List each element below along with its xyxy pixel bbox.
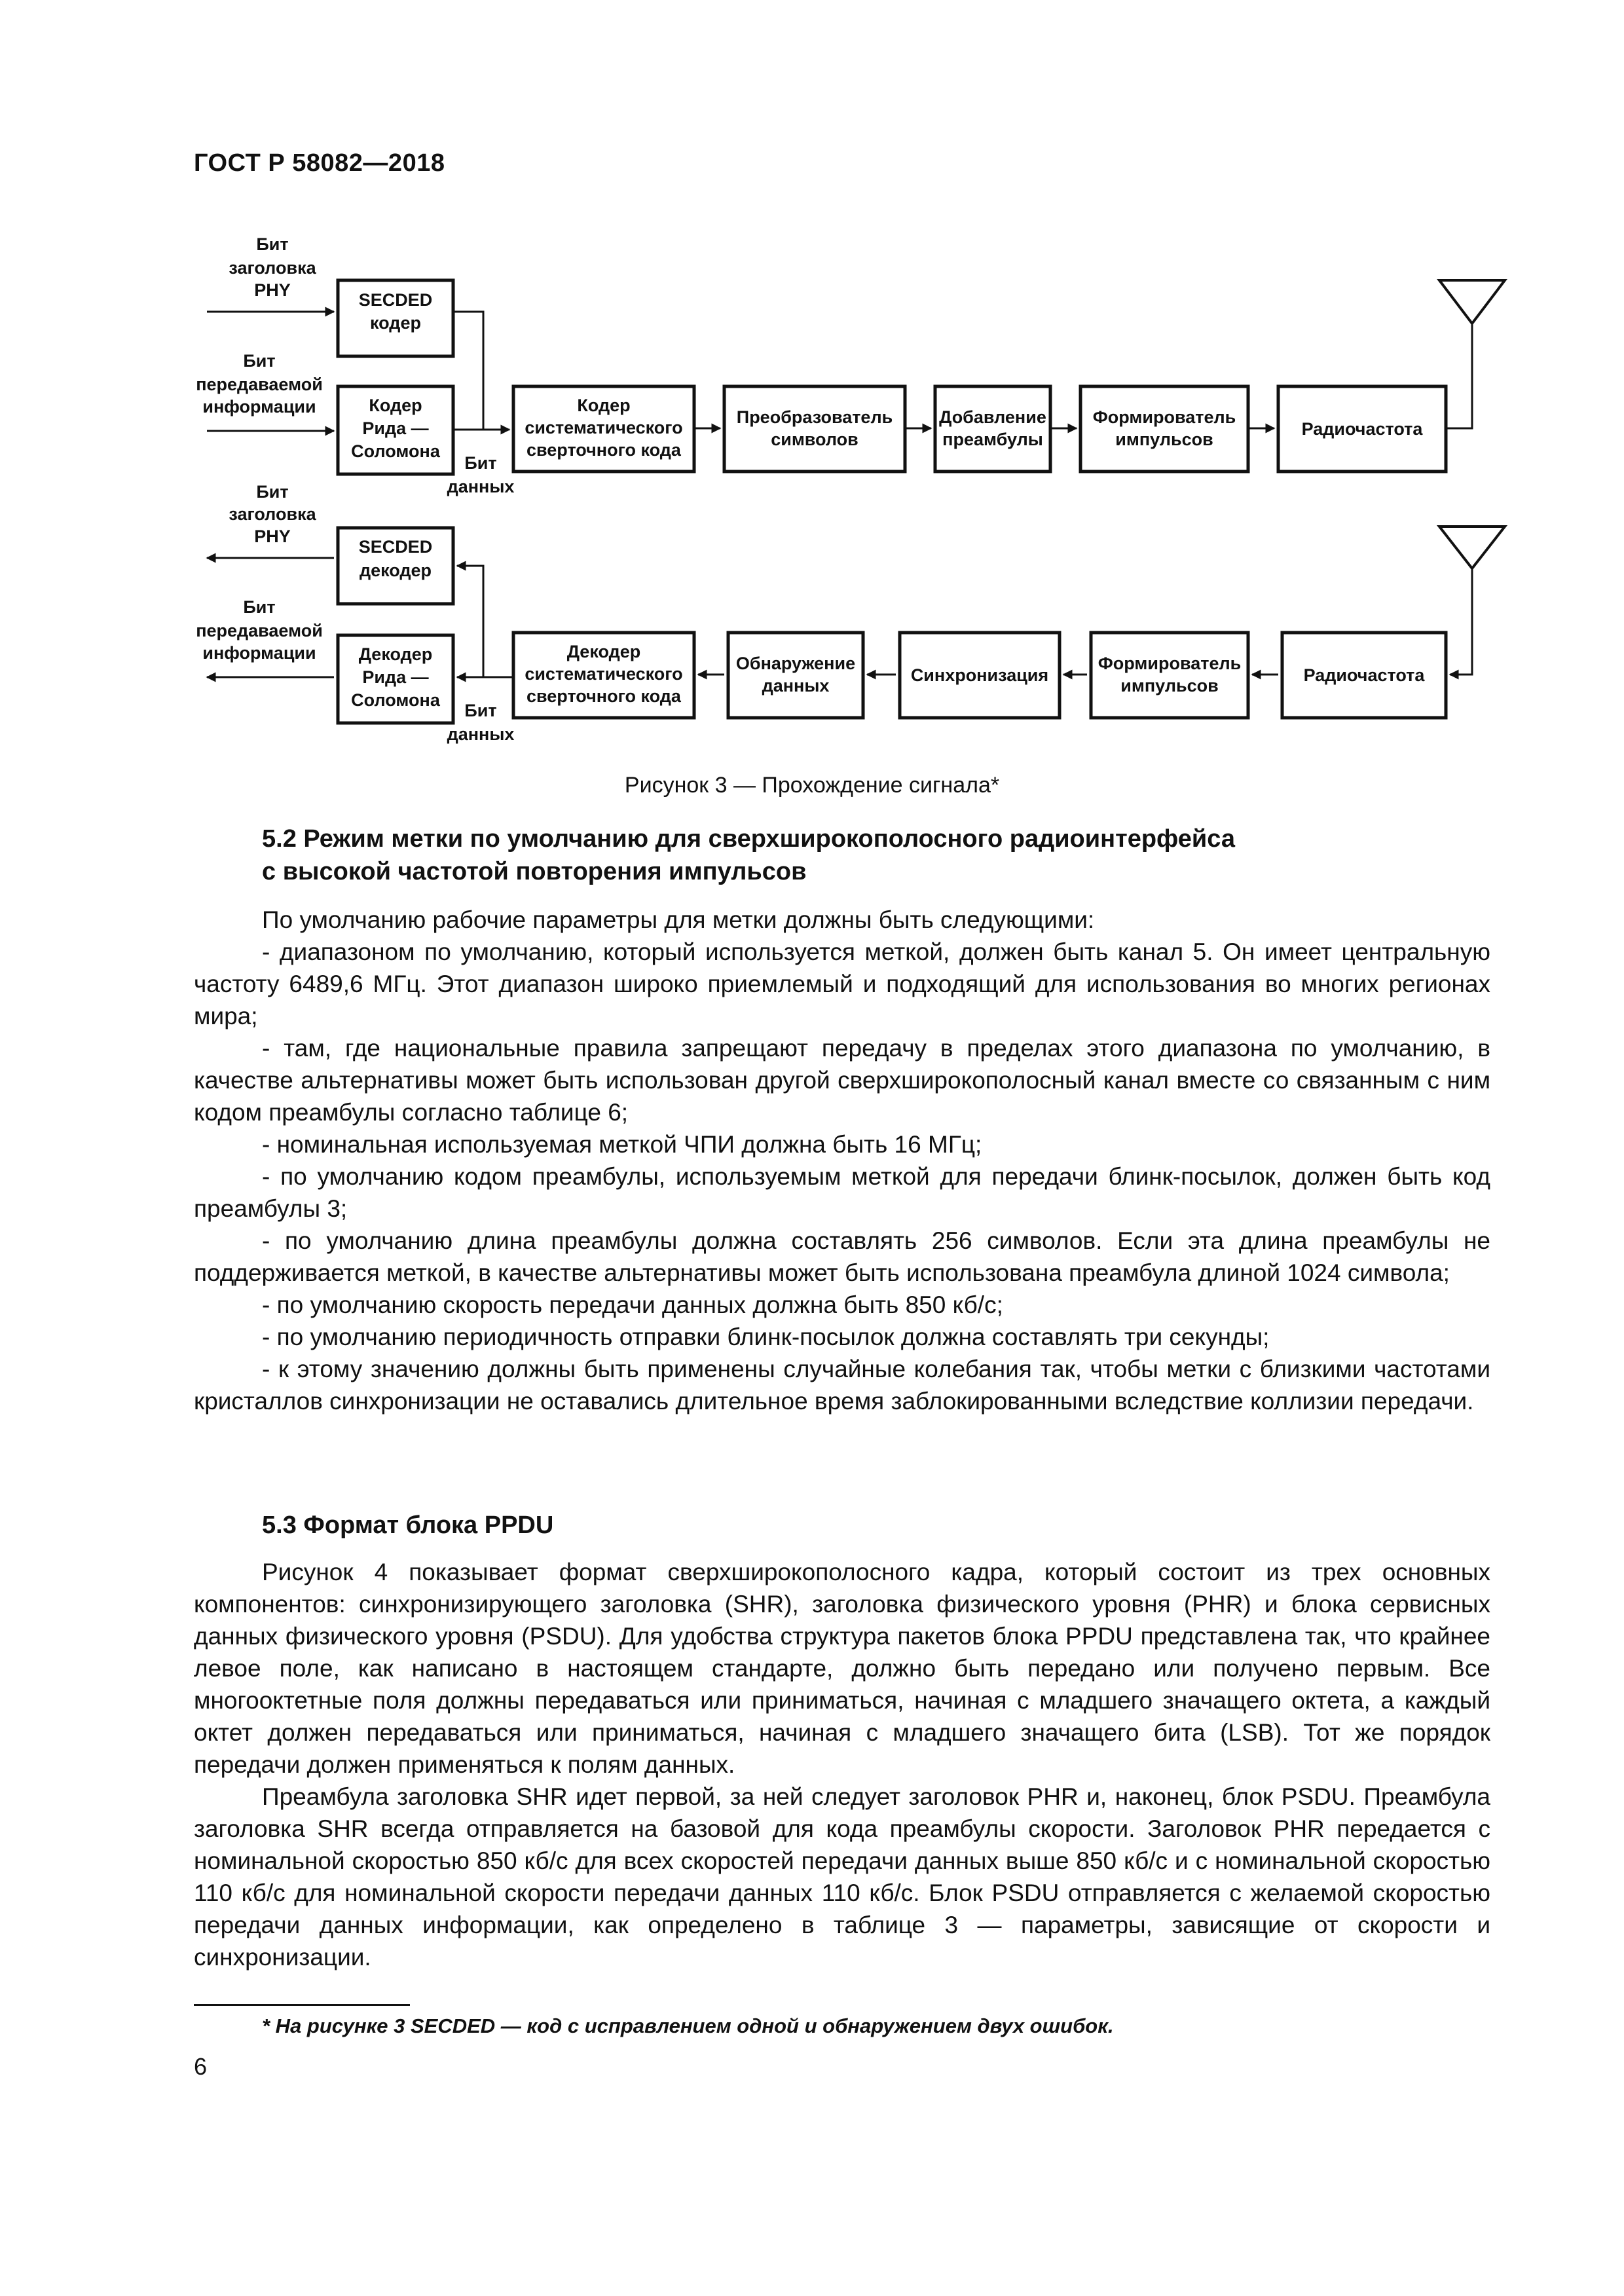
tx-conv-label-1: Кодер xyxy=(577,396,631,415)
tx-antenna-icon xyxy=(1439,280,1505,324)
rx-bit-phy-label-2: заголовка xyxy=(229,504,316,524)
tx-bit-data-label-2: данных xyxy=(447,477,515,496)
list-item: - номинальная используемая меткой ЧПИ должна быть 16 МГц; xyxy=(262,1131,982,1158)
rx-bit-info-label-1: Бит xyxy=(243,597,276,617)
tx-secded-label-1: SECDED xyxy=(358,290,433,310)
tx-conv-label-3: сверточного кода xyxy=(526,440,681,460)
tx-rf-label: Радиочастота xyxy=(1301,419,1423,439)
rx-secded-label-1: SECDED xyxy=(358,537,433,557)
tx-symbol-label-2: символов xyxy=(771,430,858,449)
tx-preamble-box xyxy=(935,386,1050,472)
rx-rf-label: Радиочастота xyxy=(1303,665,1425,685)
paragraph: Преамбула заголовка SHR идет первой, за ней следует заголовок PHR и, наконец, блок PSDU. Преамбула заголовка SHR всегда отправляется на базовой для кода преамбулы скорости. Заголовок PHR передается с номинальной скоростью 850 кб/с для всех скоростей передачи данных выше 850 кб/с и с номинальной скоростью 110 кб/с для номинальной скорости передачи данных 110 кб/с. Блок PSDU отправляется с желаемой скоростью передачи данных информации, как определено в таблице 3 — параметры, зависящие от скорости и синхронизации. xyxy=(194,1783,1490,1971)
rx-conv-label-2: систематического xyxy=(525,664,683,684)
tx-rs-label-2: Рида — xyxy=(362,418,429,438)
signal-flow-diagram xyxy=(0,0,1624,786)
rx-conv-label-1: Декодер xyxy=(566,642,641,661)
list-item: - к этому значению должны быть применены случайные колебания так, чтобы метки с близкими частотами кристаллов синхронизации не оставались длительное время заблокированными вследствие коллизии передачи. xyxy=(194,1356,1490,1415)
rx-pulse-label-2: импульсов xyxy=(1120,676,1219,695)
footnote: * На рисунке 3 SECDED — код с исправлением одной и обнаружением двух ошибок. xyxy=(262,2014,1114,2037)
tx-bit-data-label-1: Бит xyxy=(464,453,497,473)
rx-secded-label-2: декодер xyxy=(359,561,432,580)
section-5-2-heading-line2: с высокой частотой повторения импульсов xyxy=(262,858,807,885)
tx-bit-info-label-1: Бит xyxy=(243,351,276,371)
tx-pulse-label-2: импульсов xyxy=(1115,430,1213,449)
list-item: - по умолчанию периодичность отправки блинк-посылок должна составлять три секунды; xyxy=(262,1324,1270,1350)
rx-pulse-label-1: Формирователь xyxy=(1098,654,1242,673)
rx-rs-label-1: Декодер xyxy=(358,644,433,664)
rx-antenna-icon xyxy=(1439,527,1505,568)
tx-rs-label-3: Соломона xyxy=(351,441,440,461)
section-5-2-body xyxy=(194,904,1490,1417)
tx-bit-info-label-2: передаваемой xyxy=(196,375,323,394)
tx-pulse-label-1: Формирователь xyxy=(1092,407,1236,427)
list-item: - по умолчанию длина преамбулы должна составлять 256 символов. Если эта длина преамбулы не поддерживается меткой, в качестве альтернативы может быть использована преамбула длиной 1024 символа; xyxy=(194,1227,1490,1286)
tx-bit-phy-label-1: Бит xyxy=(256,234,289,254)
paragraph: Рисунок 4 показывает формат сверхширокополосного кадра, который состоит из трех основных компонентов: синхронизирующего заголовка (SHR), заголовка физического уровня (PHR) и блока сервисных данных физического уровня (PSDU). Для удобства структура пакетов блока PPDU представлена так, что крайнее левое поле, как написано в настоящем стандарте, должно быть передано или получено первым. Все многооктетные поля должны передаваться или приниматься, начиная с младшего значащего октета, а каждый октет должен передаваться или приниматься, начиная с младшего значащего бита (LSB). Тот же порядок передачи должен применяться к полям данных. xyxy=(194,1559,1490,1778)
paragraph: По умолчанию рабочие параметры для метки должны быть следующими: xyxy=(262,906,1095,933)
rx-bit-info-label-3: информации xyxy=(202,643,316,663)
section-5-3-body xyxy=(194,1556,1490,1973)
list-item: - там, где национальные правила запрещают передачу в пределах этого диапазона по умолчанию, в качестве альтернативы может быть использован другой сверхширокополосный канал вместе со связанным с ним кодом преамбулы согласно таблице 6; xyxy=(194,1035,1490,1126)
rx-bit-data-label-1: Бит xyxy=(464,701,497,720)
tx-preamble-label-2: преамбулы xyxy=(942,430,1043,449)
tx-symbol-converter-box xyxy=(724,386,905,472)
tx-secded-label-2: кодер xyxy=(370,313,421,333)
tx-conv-label-2: систематического xyxy=(525,418,683,437)
rx-rs-label-3: Соломона xyxy=(351,690,440,710)
footnote-separator xyxy=(194,2004,410,2006)
tx-bit-phy-label-3: PHY xyxy=(254,280,291,300)
rx-bit-info-label-2: передаваемой xyxy=(196,621,323,640)
list-item: - диапазоном по умолчанию, который используется меткой, должен быть канал 5. Он имеет центральную частоту 6489,6 МГц. Этот диапазон широко приемлемый и подходящий для использования во многих регионах мира; xyxy=(194,938,1490,1029)
rx-rs-label-2: Рида — xyxy=(362,667,429,687)
document-header: ГОСТ Р 58082—2018 xyxy=(194,149,445,177)
rx-bit-phy-label-1: Бит xyxy=(256,482,289,502)
rx-sync-label: Синхронизация xyxy=(910,665,1049,685)
rx-detect-label-1: Обнаружение xyxy=(735,654,856,673)
rx-detect-label-2: данных xyxy=(762,676,830,695)
tx-bit-info-label-3: информации xyxy=(202,397,316,417)
tx-preamble-label-1: Добавление xyxy=(939,407,1046,427)
list-item: - по умолчанию кодом преамбулы, используемым меткой для передачи блинк-посылок, должен быть код преамбулы 3; xyxy=(194,1163,1490,1222)
rx-detect-box xyxy=(728,633,863,718)
tx-bit-phy-label-2: заголовка xyxy=(229,258,316,278)
page-number: 6 xyxy=(194,2053,208,2080)
rx-conv-label-3: сверточного кода xyxy=(526,686,681,706)
tx-rs-label-1: Кодер xyxy=(369,396,422,415)
list-item: - по умолчанию скорость передачи данных должна быть 850 кб/с; xyxy=(262,1291,1003,1318)
tx-symbol-label-1: Преобразователь xyxy=(736,407,893,427)
rx-bit-phy-label-3: PHY xyxy=(254,527,291,546)
section-5-3-heading: 5.3 Формат блока PPDU xyxy=(262,1511,554,1539)
figure-caption: Рисунок 3 — Прохождение сигнала* xyxy=(624,773,1000,798)
tx-pulse-shaper-box xyxy=(1080,386,1248,472)
rx-pulse-shaper-box xyxy=(1091,633,1248,718)
section-5-2-heading-line1: 5.2 Режим метки по умолчанию для сверхширокополосного радиоинтерфейса xyxy=(262,825,1236,853)
rx-bit-data-label-2: данных xyxy=(447,724,515,744)
